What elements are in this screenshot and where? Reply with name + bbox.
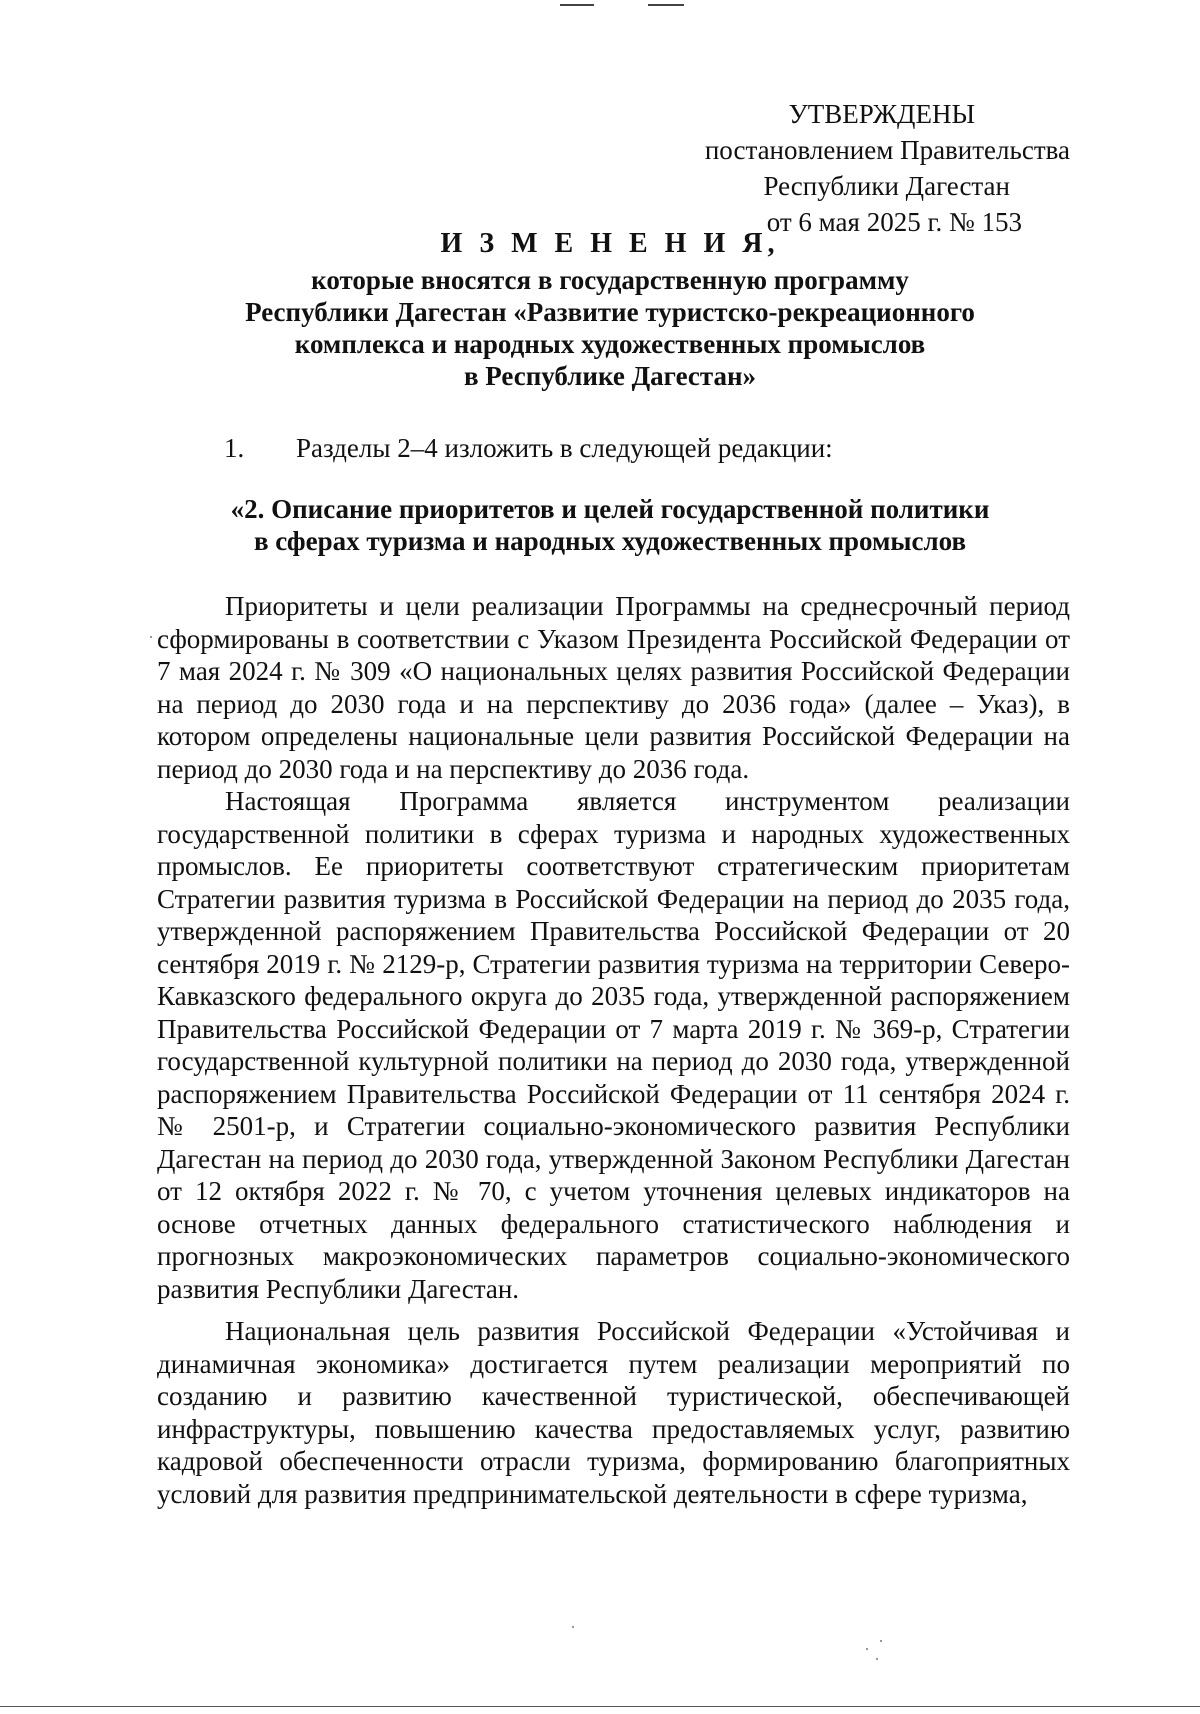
section-heading [150, 493, 1070, 557]
scan-mark [560, 4, 594, 6]
scan-speck [866, 1648, 868, 1650]
section-heading-line: «2. Описание приоритетов и целей государственной политики [230, 494, 990, 524]
section-heading-line: в сферах туризма и народных художественных промыслов [253, 526, 967, 556]
scan-mark [648, 4, 684, 6]
title-heading: И З М Е Н Е Н И Я, [440, 228, 780, 259]
body-text [157, 590, 1070, 1510]
approval-line: постановлением Правительства [704, 135, 1070, 165]
page-edge-line [0, 1706, 1200, 1707]
approval-line: УТВЕРЖДЕНЫ [788, 99, 975, 129]
title-line: комплекса и народных художественных промыслов [294, 329, 926, 359]
title-line: в Республике Дагестан» [463, 361, 757, 391]
list-item-text: Разделы 2–4 изложить в следующей редакции: [296, 433, 833, 463]
scan-speck [572, 1626, 574, 1628]
approval-line: Республики Дагестан [763, 171, 1010, 201]
scan-speck [876, 1658, 878, 1660]
list-item [224, 430, 1084, 466]
scan-speck [880, 1640, 882, 1642]
title-line: Республики Дагестан «Развитие туристско-рекреационного [245, 297, 975, 327]
approval-stamp [600, 96, 1070, 240]
paragraph: Национальная цель развития Российской Федерации «Устойчивая и динамичная экономика» достигается путем реализации мероприятий по созданию и развитию качественной туристической, обеспечивающей инфраструктуры, повышению качества предоставляемых услуг, развитию кадровой обеспеченности отрасли туризма, формированию благоприятных условий для развития предпринимательской деятельности в сфере туризма, [157, 1316, 1070, 1509]
approval-line: от 6 мая 2025 г. № 153 [766, 207, 1022, 237]
paragraph: Настоящая Программа является инструментом реализации государственной политики в сферах туризма и народных художественных промыслов. Ее приоритеты соответствуют стратегическим приоритетам Стратегии развития туризма в Российской Федерации на период до 2035 года, утвержденной распоряжением Правительства Российской Федерации от 20 сентября 2019 г. № 2129-р, Стратегии развития туризма на территории Северо-Кавказского федерального округа до 2035 года, утвержденной распоряжением Правительства Российской Федерации от 7 марта 2019 г. № 369-р, Стратегии государственной культурной политики на период до 2030 года, утвержденной распоряжением Правительства Российской Федерации от 11 сентября 2024 г. № 2501-р, и Стратегии социально-экономического развития Республики Дагестан на период до 2030 года, утвержденной Законом Республики Дагестан от 12 октября 2022 г. № 70, с учетом уточнения целевых индикаторов на основе отчетных данных федерального статистического наблюдения и прогнозных макроэкономических параметров социально-экономического развития Республики Дагестан. [157, 786, 1070, 1304]
list-item-number: 1. [224, 433, 245, 463]
paragraph: Приоритеты и цели реализации Программы на среднесрочный период сформированы в соответствии с Указом Президента Российской Федерации от 7 мая 2024 г. № 309 «О национальных целях развития Российской Федерации на период до 2030 года и на перспективу до 2036 года» (далее – Указ), в котором определены национальные цели развития Российской Федерации на период до 2030 года и на перспективу до 2036 года. [157, 591, 1070, 784]
scan-speck [150, 636, 152, 638]
title-line: которые вносятся в государственную программу [311, 265, 909, 295]
document-title [150, 228, 1070, 392]
